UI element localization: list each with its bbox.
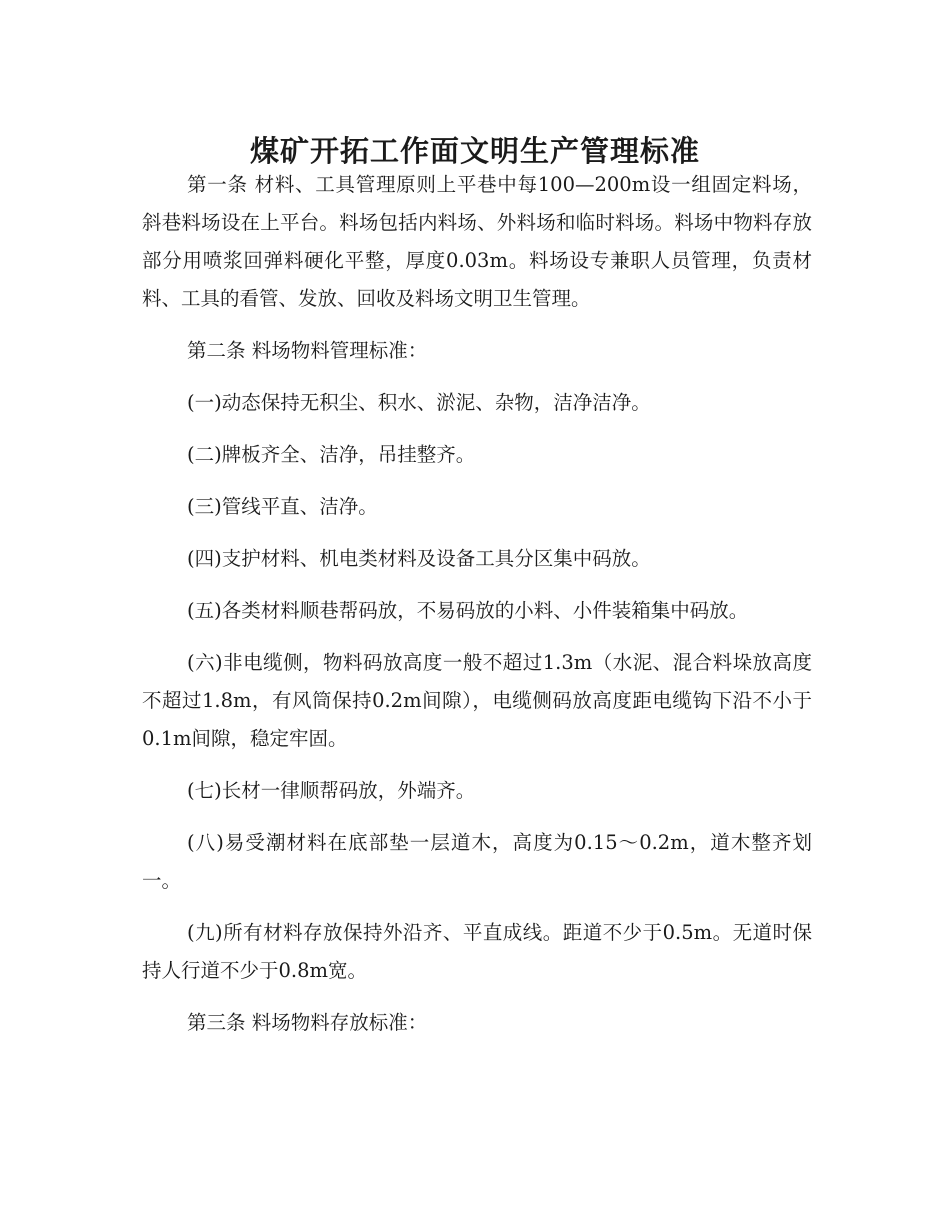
article-1-paragraph: 第一条 材料、工具管理原则上平巷中每100—200m设一组固定料场，斜巷料场设在上平台。料场包括内料场、外料场和临时料场。料场中物料存放部分用喷浆回弹料硬化平整，厚度0.03m。料场设专兼职人员管理，负责材料、工具的看管、发放、回收及料场文明卫生管理。 xyxy=(142,173,812,310)
clause-9: (九)所有材料存放保持外沿齐、平直成线。距道不少于0.5m。无道时保持人行道不少于0.8m宽。 xyxy=(142,921,812,982)
clause-5: (五)各类材料顺巷帮码放，不易码放的小料、小件装箱集中码放。 xyxy=(187,599,749,622)
clause-2: (二)牌板齐全、洁净，吊挂整齐。 xyxy=(187,443,476,466)
article-3-heading: 第三条 料场物料存放标准： xyxy=(187,1011,428,1034)
article-2-heading: 第二条 料场物料管理标准： xyxy=(187,339,428,362)
document-body xyxy=(142,166,812,1056)
clause-7: (七)长材一律顺帮码放，外端齐。 xyxy=(187,779,476,802)
clause-3: (三)管线平直、洁净。 xyxy=(187,495,378,518)
clause-8: (八)易受潮材料在底部垫一层道木，高度为0.15～0.2m，道木整齐划一。 xyxy=(142,831,812,892)
clause-4: (四)支护材料、机电类材料及设备工具分区集中码放。 xyxy=(187,547,651,570)
clause-1: (一)动态保持无积尘、积水、淤泥、杂物，洁净洁净。 xyxy=(187,391,651,414)
document-title: 煤矿开拓工作面文明生产管理标准 xyxy=(249,134,700,169)
clause-6: (六)非电缆侧，物料码放高度一般不超过1.3m（水泥、混合料垛放高度不超过1.8m，有风筒保持0.2m间隙），电缆侧码放高度距电缆钩下沿不小于0.1m间隙，稳定牢固。 xyxy=(142,651,812,750)
